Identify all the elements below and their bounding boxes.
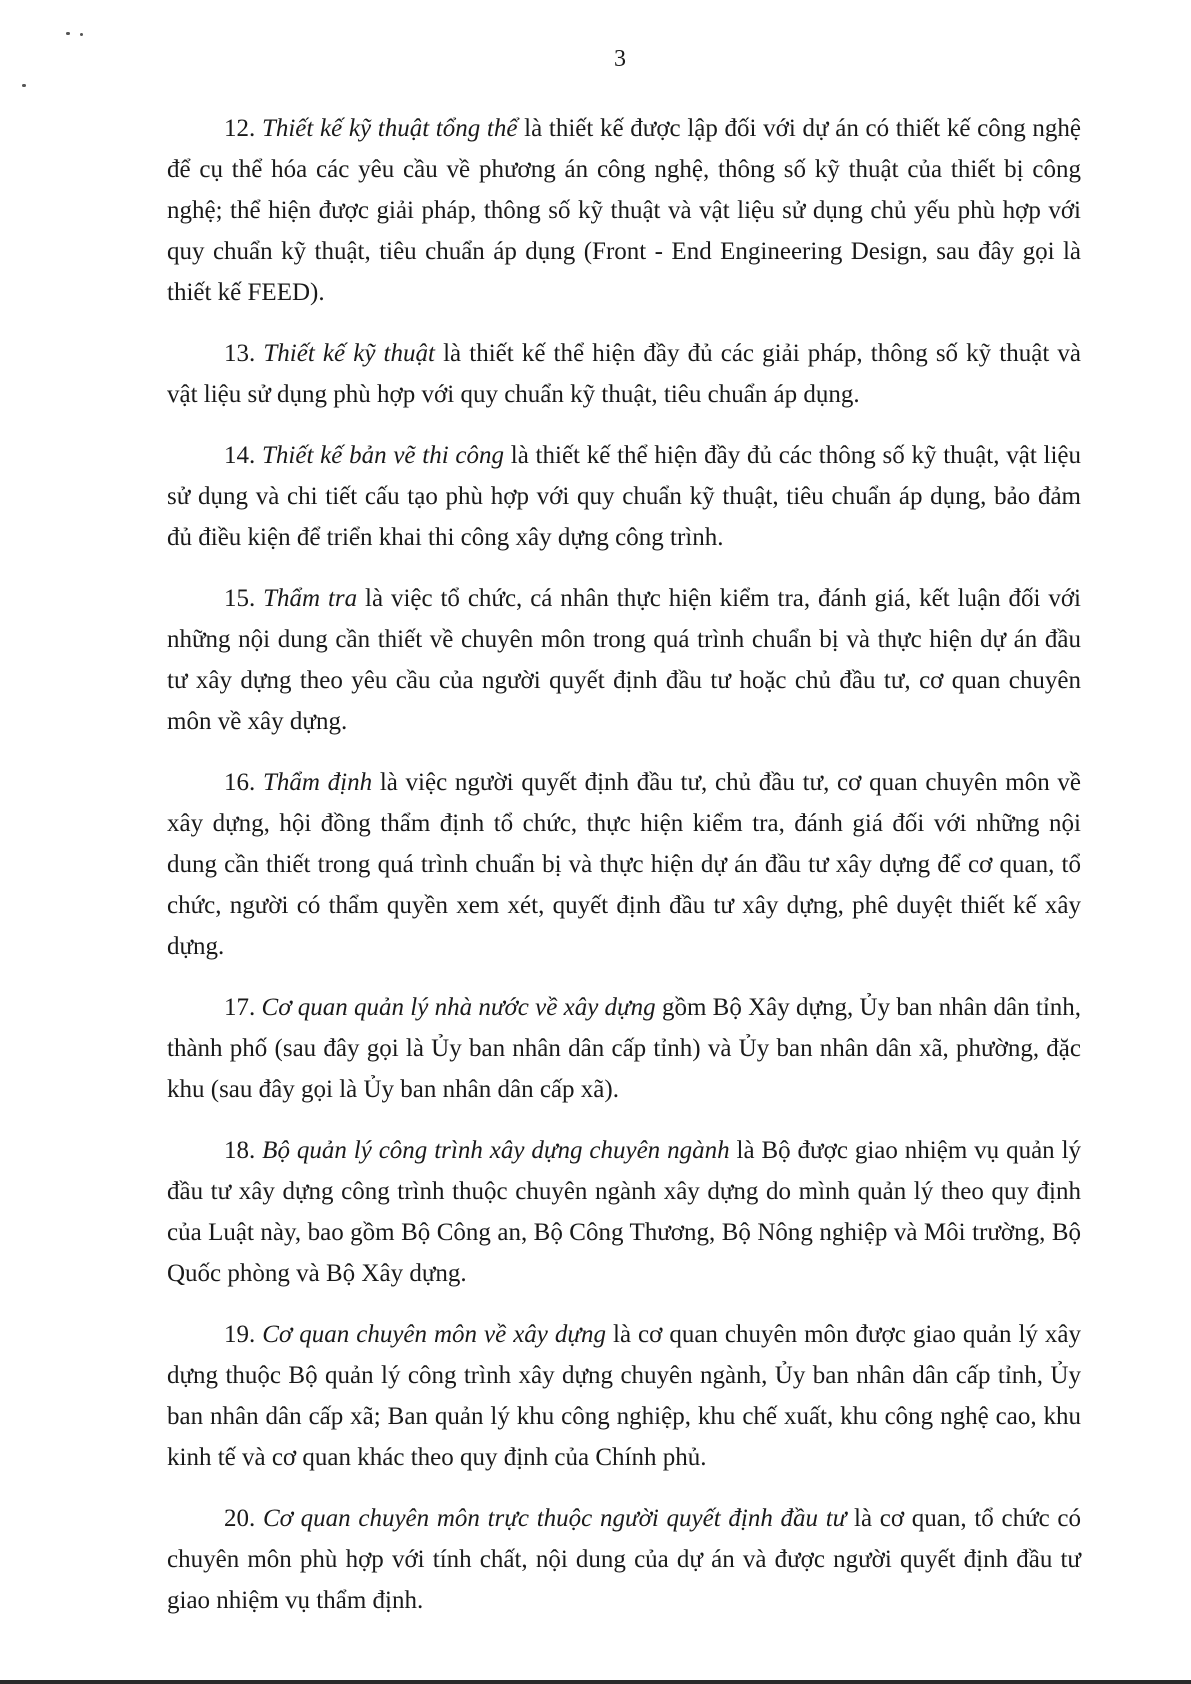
item-number: 13. (224, 340, 256, 367)
item-number: 14. (224, 442, 256, 469)
item-number: 17. (224, 994, 256, 1021)
scan-edge-bar (0, 1680, 1191, 1684)
definition-text: là việc người quyết định đầu tư, chủ đầu tư, cơ quan chuyên môn về xây dựng, hội đồng thẩm định tổ chức, thực hiện kiểm tra, đánh giá đối với những nội dung cần thiết trong quá trình chuẩn bị và thực hiện dự án đầu tư xây dựng để cơ quan, tổ chức, người có thẩm quyền xem xét, quyết định đầu tư xây dựng, phê duyệt thiết kế xây dựng. (167, 769, 1082, 960)
definition-paragraph (167, 762, 1081, 967)
scan-speck (22, 84, 26, 87)
definition-paragraph (167, 435, 1081, 558)
definition-text: là thiết kế thể hiện đầy đủ các giải pháp, thông số kỹ thuật và vật liệu sử dụng phù hợp với quy chuẩn kỹ thuật, tiêu chuẩn áp dụng. (167, 340, 1082, 408)
definition-text: gồm Bộ Xây dựng, Ủy ban nhân dân tỉnh, thành phố (sau đây gọi là Ủy ban nhân dân cấp tỉnh) và Ủy ban nhân dân xã, phường, đặc khu (sau đây gọi là Ủy ban nhân dân cấp xã). (167, 994, 1082, 1103)
defined-term: Thiết kế kỹ thuật (263, 340, 435, 367)
definition-text: là thiết kế thể hiện đầy đủ các thông số kỹ thuật, vật liệu sử dụng và chi tiết cấu tạo phù hợp với quy chuẩn kỹ thuật, tiêu chuẩn áp dụng, bảo đảm đủ điều kiện để triển khai thi công xây dựng công trình. (167, 442, 1081, 551)
defined-term: Thiết kế bản vẽ thi công (262, 442, 505, 469)
defined-term: Thiết kế kỹ thuật tổng thể (261, 115, 518, 142)
defined-term: Bộ quản lý công trình xây dựng chuyên ngành (262, 1137, 730, 1164)
scan-speck (80, 33, 83, 36)
item-number: 16. (224, 769, 256, 796)
definition-text: là cơ quan chuyên môn được giao quản lý xây dựng thuộc Bộ quản lý công trình xây dựng chuyên ngành, Ủy ban nhân dân cấp tỉnh, Ủy ban nhân dân cấp xã; Ban quản lý khu công nghiệp, khu chế xuất, khu công nghệ cao, khu kinh tế và cơ quan khác theo quy định của Chính phủ. (167, 1321, 1081, 1471)
defined-term: Cơ quan chuyên môn về xây dựng (262, 1321, 607, 1348)
defined-term: Cơ quan chuyên môn trực thuộc người quyết định đầu tư (262, 1505, 847, 1532)
item-number: 19. (224, 1321, 256, 1348)
definition-text: là Bộ được giao nhiệm vụ quản lý đầu tư xây dựng công trình thuộc chuyên ngành xây dựng do mình quản lý theo quy định của Luật này, bao gồm Bộ Công an, Bộ Công Thương, Bộ Nông nghiệp và Môi trường, Bộ Quốc phòng và Bộ Xây dựng. (167, 1137, 1082, 1287)
item-number: 15. (224, 585, 256, 612)
definition-paragraph (167, 108, 1081, 313)
item-number: 12. (224, 115, 256, 142)
definition-text: là cơ quan, tổ chức có chuyên môn phù hợp với tính chất, nội dung của dự án và được người quyết định đầu tư giao nhiệm vụ thẩm định. (167, 1505, 1082, 1614)
definition-paragraph (167, 987, 1081, 1110)
definition-paragraph (167, 1314, 1081, 1478)
defined-term: Cơ quan quản lý nhà nước về xây dựng (261, 994, 656, 1021)
item-number: 20. (224, 1505, 256, 1532)
definition-paragraph (167, 578, 1081, 742)
item-number: 18. (224, 1137, 256, 1164)
definition-paragraph (167, 1498, 1081, 1621)
definition-paragraph (167, 1130, 1081, 1294)
scan-speck (66, 32, 70, 35)
page-number: 3 (614, 46, 626, 72)
body-text (167, 108, 1081, 1641)
definition-text: là thiết kế được lập đối với dự án có thiết kế công nghệ để cụ thể hóa các yêu cầu về phương án công nghệ, thông số kỹ thuật của thiết bị công nghệ; thể hiện được giải pháp, thông số kỹ thuật và vật liệu sử dụng chủ yếu phù hợp với quy chuẩn kỹ thuật, tiêu chuẩn áp dụng (Front - End Engineering Design, sau đây gọi là thiết kế FEED). (167, 115, 1082, 306)
defined-term: Thẩm tra (263, 585, 358, 612)
definition-paragraph (167, 333, 1081, 415)
definition-text: là việc tổ chức, cá nhân thực hiện kiểm tra, đánh giá, kết luận đối với những nội dung cần thiết về chuyên môn trong quá trình chuẩn bị và thực hiện dự án đầu tư xây dựng theo yêu cầu của người quyết định đầu tư hoặc chủ đầu tư, cơ quan chuyên môn về xây dựng. (167, 585, 1082, 735)
defined-term: Thẩm định (262, 769, 373, 796)
